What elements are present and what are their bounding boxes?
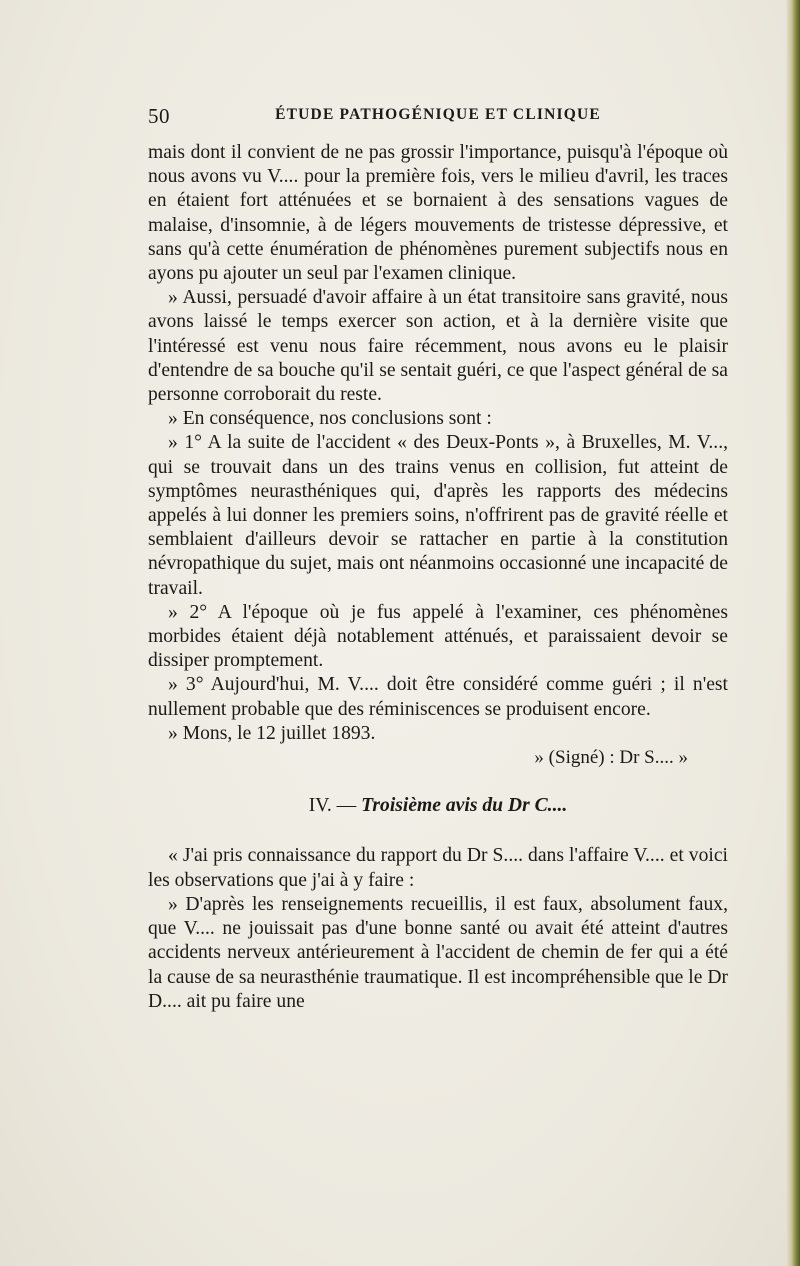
page-header	[148, 104, 728, 128]
page-number: 50	[148, 104, 170, 128]
running-title: ÉTUDE PATHOGÉNIQUE ET CLINIQUE	[275, 106, 601, 123]
paragraph: » Mons, le 12 juillet 1893.	[168, 722, 376, 744]
paragraph: mais dont il convient de ne pas grossir l'importance, puisqu'à l'époque où nous avons vu V.... pour la première fois, vers le milieu d'avril, les traces en étaient fort atténuées et se bornaient à des sensations vagues de malaise, d'insomnie, à de légers mouvements de tristesse dépressive, et sans qu'à cette énumération de phénomènes purement subjectifs nous en ayons pu ajouter un seul par l'examen clinique.	[148, 142, 728, 285]
page-body	[148, 141, 728, 1014]
section-heading	[148, 794, 728, 818]
signature: » (Signé) : Dr S.... »	[534, 747, 688, 769]
paragraph: » 2° A l'époque où je fus appelé à l'examiner, ces phénomènes morbides étaient déjà notablement atténués, et paraissaient devoir se dissiper promptement.	[148, 601, 728, 672]
paragraph: » 1° A la suite de l'accident « des Deux-Ponts », à Bruxelles, M. V..., qui se trouvait dans un des trains venus en collision, fut atteint de symptômes neurasthéniques qui, d'après les rapports des médecins appelés à lui donner les premiers soins, n'offrirent pas de gravité réelle et semblaient d'ailleurs devoir se rattacher en partie à la constitution névropathique du sujet, mais ont néanmoins occasionné une incapacité de travail.	[148, 432, 728, 599]
paragraph: » D'après les renseignements recueillis, il est faux, absolument faux, que V.... ne jouissait pas d'une bonne santé ou avait été atteint d'autres accidents nerveux antérieurement à l'accident de chemin de fer qui a été la cause de sa neurasthénie traumatique. Il est incompréhensible que le Dr D.... ait pu faire une	[148, 893, 728, 1012]
paragraph: » 3° Aujourd'hui, M. V.... doit être considéré comme guéri ; il n'est nullement probable que des réminiscences se produisent encore.	[148, 674, 728, 720]
page-edge	[786, 0, 800, 1266]
paragraph: » Aussi, persuadé d'avoir affaire à un état transitoire sans gravité, nous avons laissé le temps exercer son action, et à la dernière visite que l'intéressé est venu nous faire récemment, nous avons eu le plaisir d'entendre de sa bouche qu'il se sentait guéri, ce que l'aspect général de sa personne corroborait du reste.	[148, 287, 728, 406]
section-number: IV. —	[308, 795, 357, 817]
section-title: Troisième avis du Dr C....	[361, 795, 568, 817]
paragraph: » En conséquence, nos conclusions sont :	[168, 408, 492, 430]
paragraph: « J'ai pris connaissance du rapport du Dr S.... dans l'affaire V.... et voici les observations que j'ai à y faire :	[148, 845, 728, 891]
